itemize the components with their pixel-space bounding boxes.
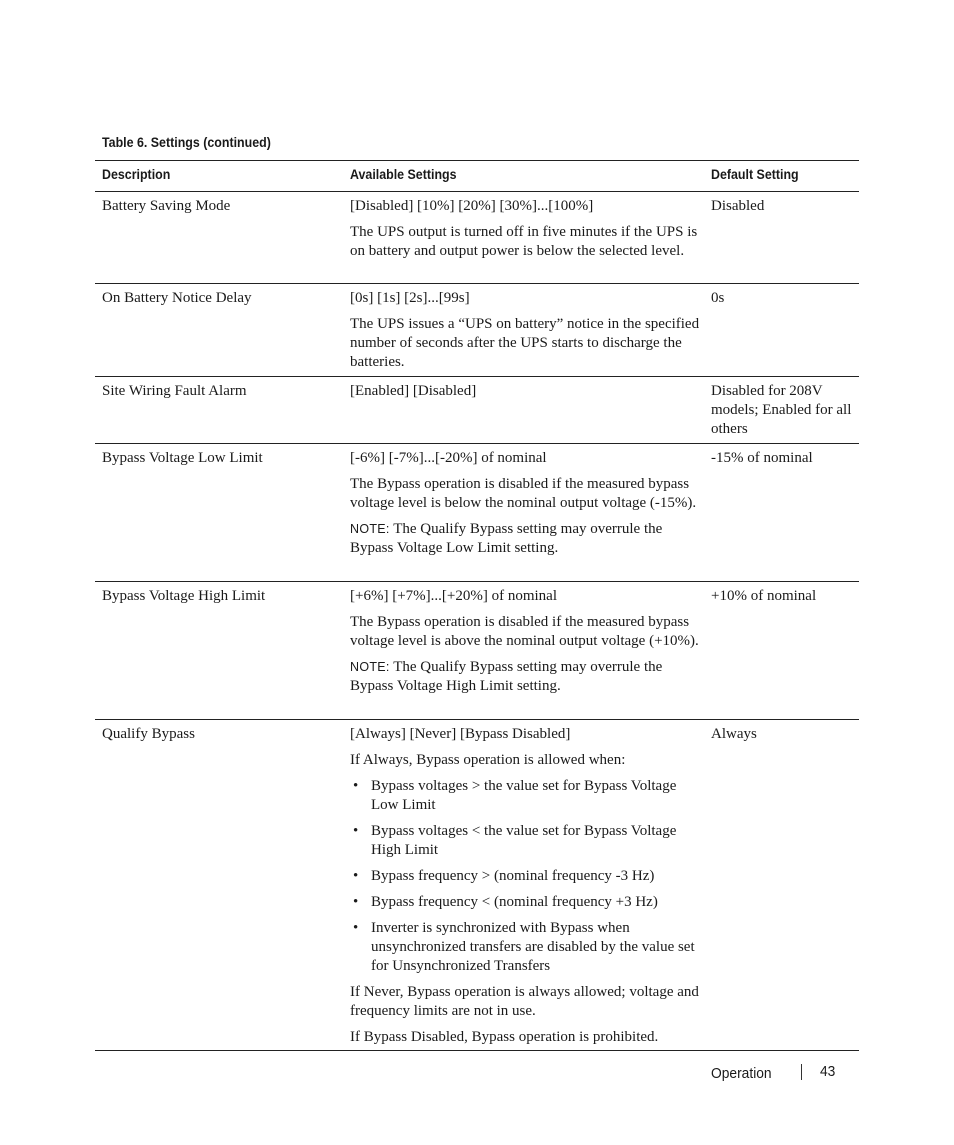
note-label: NOTE: bbox=[350, 660, 390, 674]
list-item-text: Bypass voltages > the value set for Bypass Voltage Low Limit bbox=[371, 778, 677, 813]
table-row-qualify-bypass bbox=[95, 720, 859, 1051]
row-available-settings bbox=[350, 725, 700, 1054]
row-description: Battery Saving Mode bbox=[102, 198, 231, 214]
bullet-icon: • bbox=[353, 778, 359, 794]
note-text: The Qualify Bypass setting may overrule the Bypass Voltage High Limit setting. bbox=[350, 659, 663, 694]
row-default-setting: 0s bbox=[711, 290, 725, 306]
list-item bbox=[350, 777, 700, 815]
settings-options: [-6%] [-7%]...[-20%] of nominal bbox=[350, 450, 547, 466]
bullet-icon: • bbox=[353, 823, 359, 839]
settings-options: [0s] [1s] [2s]...[99s] bbox=[350, 290, 470, 306]
row-default-setting: -15% of nominal bbox=[711, 450, 813, 466]
settings-note bbox=[350, 658, 700, 696]
row-available-settings bbox=[350, 449, 700, 565]
table-row-battery-saving-mode bbox=[95, 192, 859, 284]
row-default-setting: Always bbox=[711, 726, 757, 742]
settings-note bbox=[350, 520, 700, 558]
settings-intro: If Always, Bypass operation is allowed when: bbox=[350, 752, 626, 768]
note-label: NOTE: bbox=[350, 522, 390, 536]
settings-details: The UPS issues a “UPS on battery” notice in the specified number of seconds after the UPS starts to discharge the batteries. bbox=[350, 316, 700, 370]
header-default-setting: Default Setting bbox=[711, 167, 799, 182]
settings-options: [Enabled] [Disabled] bbox=[350, 383, 477, 399]
bypass-conditions-list bbox=[350, 777, 700, 976]
list-item bbox=[350, 919, 700, 976]
settings-details: The Bypass operation is disabled if the measured bypass voltage level is below the nominal output voltage (-15%). bbox=[350, 476, 697, 511]
row-description: Site Wiring Fault Alarm bbox=[102, 383, 247, 399]
settings-disabled-text: If Bypass Disabled, Bypass operation is prohibited. bbox=[350, 1029, 659, 1045]
list-item-text: Bypass frequency > (nominal frequency -3 Hz) bbox=[371, 868, 655, 884]
row-default-setting: Disabled for 208V models; Enabled for all others bbox=[711, 383, 852, 437]
list-item bbox=[350, 893, 700, 912]
list-item-text: Bypass frequency < (nominal frequency +3 Hz) bbox=[371, 894, 658, 910]
table-row-bypass-voltage-low-limit bbox=[95, 444, 859, 582]
page-footer bbox=[0, 1062, 954, 1086]
table-row-on-battery-notice-delay bbox=[95, 284, 859, 377]
footer-divider bbox=[801, 1064, 802, 1080]
settings-options: [+6%] [+7%]...[+20%] of nominal bbox=[350, 588, 557, 604]
row-available-settings bbox=[350, 382, 700, 408]
settings-never-text: If Never, Bypass operation is always allowed; voltage and frequency limits are not in use. bbox=[350, 984, 699, 1019]
list-item bbox=[350, 867, 700, 886]
row-description: Qualify Bypass bbox=[102, 726, 195, 742]
bullet-icon: • bbox=[353, 920, 359, 936]
table-row-site-wiring-fault-alarm bbox=[95, 377, 859, 444]
header-available-settings: Available Settings bbox=[350, 167, 457, 182]
row-available-settings bbox=[350, 289, 700, 379]
note-text: The Qualify Bypass setting may overrule the Bypass Voltage Low Limit setting. bbox=[350, 521, 663, 556]
settings-details: The UPS output is turned off in five minutes if the UPS is on battery and output power is below the selected level. bbox=[350, 224, 698, 259]
list-item bbox=[350, 822, 700, 860]
row-available-settings bbox=[350, 197, 700, 268]
row-default-setting: Disabled bbox=[711, 198, 765, 214]
list-item-text: Bypass voltages < the value set for Bypass Voltage High Limit bbox=[371, 823, 677, 858]
settings-details: The Bypass operation is disabled if the measured bypass voltage level is above the nominal output voltage (+10%). bbox=[350, 614, 699, 649]
settings-options: [Always] [Never] [Bypass Disabled] bbox=[350, 726, 571, 742]
page-number: 43 bbox=[820, 1063, 836, 1080]
row-default-setting: +10% of nominal bbox=[711, 588, 817, 604]
bullet-icon: • bbox=[353, 868, 359, 884]
table-header-row bbox=[95, 161, 859, 192]
settings-table bbox=[95, 160, 859, 1051]
settings-options: [Disabled] [10%] [20%] [30%]...[100%] bbox=[350, 198, 594, 214]
list-item-text: Inverter is synchronized with Bypass when unsynchronized transfers are disabled by the value set for Unsynchronized Transfers bbox=[371, 920, 695, 974]
row-description: Bypass Voltage High Limit bbox=[102, 588, 266, 604]
row-description: On Battery Notice Delay bbox=[102, 290, 252, 306]
footer-section-title: Operation bbox=[711, 1065, 772, 1082]
row-description: Bypass Voltage Low Limit bbox=[102, 450, 263, 466]
row-available-settings bbox=[350, 587, 700, 703]
table-row-bypass-voltage-high-limit bbox=[95, 582, 859, 720]
header-description: Description bbox=[102, 167, 171, 182]
table-caption: Table 6. Settings (continued) bbox=[102, 135, 271, 150]
bullet-icon: • bbox=[353, 894, 359, 910]
